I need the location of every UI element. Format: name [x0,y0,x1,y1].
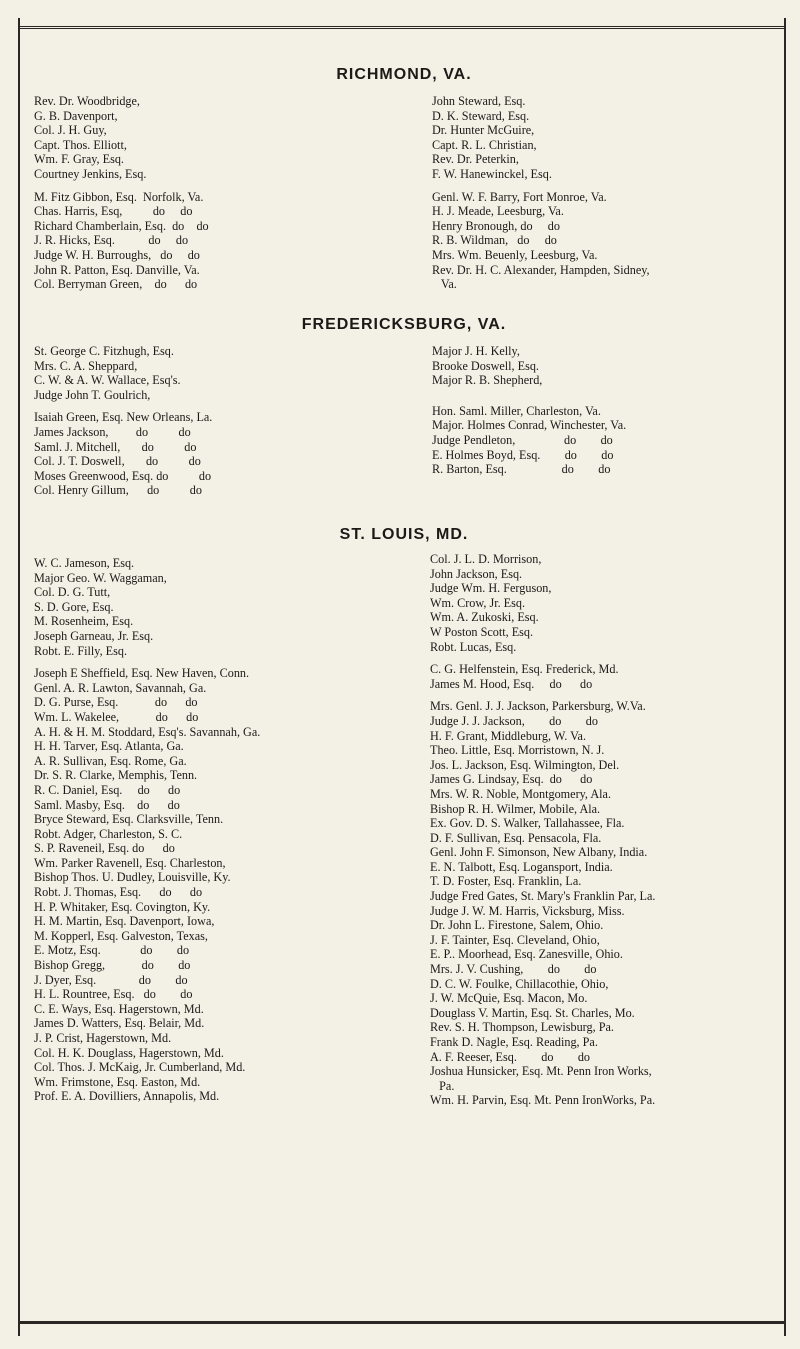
list-item: Genl. John F. Simonson, New Albany, India. [430,845,648,860]
list-item: Joseph E Sheffield, Esq. New Haven, Conn. [34,666,250,681]
list-item: Robt. E. Filly, Esq. [34,643,127,658]
list-item: Dr. John L. Firestone, Salem, Ohio. [430,918,604,933]
list-item: J. Dyer, Esq. do do [34,972,188,987]
list-item: J. W. McQuie, Esq. Macon, Mo. [430,991,588,1006]
list-item [430,654,655,662]
list-item: H. H. Tarver, Esq. Atlanta, Ga. [34,739,184,754]
list-item: James D. Watters, Esq. Belair, Md. [34,1016,205,1031]
list-item [432,396,626,404]
list-item: Rev. S. H. Thompson, Lewisburg, Pa. [430,1020,614,1035]
list-item: G. B. Davenport, [34,108,118,123]
list-item: E. Motz, Esq. do do [34,943,190,958]
list-item: Judge Pendleton, do do [432,432,613,447]
list-item: D. K. Steward, Esq. [432,108,530,123]
list-item: A. F. Reeser, Esq. do do [430,1049,591,1064]
list-item: Rev. Dr. Peterkin, [432,152,519,167]
list-item: John R. Patton, Esq. Danville, Va. [34,262,200,277]
list-item: Major J. H. Kelly, [432,344,520,358]
list-item: D. C. W. Foulke, Chillacothie, Ohio, [430,976,609,991]
list-item: Col. J. L. D. Morrison, [430,552,542,566]
list-item: Mrs. W. R. Noble, Montgomery, Ala. [430,786,612,801]
heading-richmond: RICHMOND, VA. [336,66,472,83]
list-item: Dr. S. R. Clarke, Memphis, Tenn. [34,768,198,783]
list-item: Mrs. Wm. Beuenly, Leesburg, Va. [432,247,598,262]
list-item: Bishop Gregg, do do [34,958,191,973]
list-item: E. N. Talbott, Esq. Logansport, India. [430,859,613,874]
list-item: James G. Lindsay, Esq. do do [430,772,593,787]
list-item: E. P.. Moorhead, Esq. Zanesville, Ohio. [430,947,623,962]
list-item: Bishop Thos. U. Dudley, Louisville, Ky. [34,870,231,885]
list-item: J. R. Hicks, Esq. do do [34,233,189,248]
list-item: Genl. A. R. Lawton, Savannah, Ga. [34,680,207,695]
list-item: Dr. Hunter McGuire, [432,123,535,138]
list-item: R. B. Wildman, do do [432,233,557,248]
list-item: C. G. Helfenstein, Esq. Frederick, Md. [430,662,619,677]
list-item [432,388,626,396]
list-item [34,402,212,410]
list-item: Wm. F. Gray, Esq. [34,152,124,167]
list-item: Genl. W. F. Barry, Fort Monroe, Va. [432,189,607,204]
list-item: Col. J. T. Doswell, do do [34,454,201,469]
list-item: Judge Wm. H. Ferguson, [430,581,552,596]
list-item: H. L. Rountree, Esq. do do [34,987,193,1002]
list-item: D. F. Sullivan, Esq. Pensacola, Fla. [430,830,602,845]
list-item: Henry Bronough, do do [432,218,560,233]
st-louis-right-column [430,552,655,1108]
list-item: Col. D. G. Tutt, [34,585,111,600]
list-item: Col. J. H. Guy, [34,123,107,138]
list-item: W. C. Jameson, Esq. [34,556,135,570]
list-item: Col. H. K. Douglass, Hagerstown, Md. [34,1045,224,1060]
list-item: R. C. Daniel, Esq. do do [34,782,181,797]
list-item: Col. Berryman Green, do do [34,277,198,292]
list-item: James Jackson, do do [34,424,191,439]
st-louis-left-column [34,556,260,1104]
list-item: D. G. Purse, Esq. do do [34,695,198,710]
list-item: Judge Fred Gates, St. Mary's Franklin Par, La. [430,889,656,904]
list-item: A. R. Sullivan, Esq. Rome, Ga. [34,753,187,768]
list-item: R. Barton, Esq. do do [432,462,611,477]
list-item: Mrs. J. V. Cushing, do do [430,962,597,977]
list-item: Major. Holmes Conrad, Winchester, Va. [432,418,627,433]
richmond-right-column [432,94,650,292]
list-item: Bryce Steward, Esq. Clarksville, Tenn. [34,812,224,827]
list-item: John Jackson, Esq. [430,566,523,581]
list-item [432,182,650,190]
fredericksburg-left-column [34,344,212,498]
list-item: Brooke Doswell, Esq. [432,358,539,373]
list-item: James M. Hood, Esq. do do [430,676,593,691]
list-item: Hon. Saml. Miller, Charleston, Va. [432,403,601,418]
list-item: Prof. E. A. Dovilliers, Annapolis, Md. [34,1089,220,1104]
list-item: St. George C. Fitzhugh, Esq. [34,344,174,358]
list-item: Douglass V. Martin, Esq. St. Charles, Mo. [430,1005,635,1020]
list-item: J. F. Tainter, Esq. Cleveland, Ohio, [430,932,600,947]
heading-st-louis: ST. LOUIS, MD. [339,526,469,543]
list-item: Va. [432,277,457,292]
list-item: Judge J. W. M. Harris, Vicksburg, Miss. [430,903,625,918]
list-item: Joshua Hunsicker, Esq. Mt. Penn Iron Works, [430,1064,652,1079]
list-item [430,691,655,699]
list-item: H. M. Martin, Esq. Davenport, Iowa, [34,914,215,929]
list-item: M. Fitz Gibbon, Esq. Norfolk, Va. [34,189,204,204]
list-item: H. P. Whitaker, Esq. Covington, Ky. [34,899,211,914]
list-item: Judge J. J. Jackson, do do [430,713,598,728]
list-item: Mrs. C. A. Sheppard, [34,358,138,373]
list-item: F. W. Hanewinckel, Esq. [432,166,552,181]
list-item: Frank D. Nagle, Esq. Reading, Pa. [430,1035,598,1049]
list-item: Capt. R. L. Christian, [432,137,537,152]
list-item: Mrs. Genl. J. J. Jackson, Parkersburg, W.Va. [430,699,646,714]
bottom-rule [18,1321,786,1324]
list-item [34,182,209,190]
list-item: S. D. Gore, Esq. [34,599,114,614]
list-item [34,658,260,666]
list-item: Capt. Thos. Elliott, [34,137,127,152]
list-item: Wm. H. Parvin, Esq. Mt. Penn IronWorks, Pa. [430,1093,656,1108]
list-item: Moses Greenwood, Esq. do do [34,468,212,483]
list-item: Theo. Little, Esq. Morristown, N. J. [430,743,605,758]
list-item: Robt. Adger, Charleston, S. C. [34,826,183,841]
list-item: Rev. Dr. Woodbridge, [34,94,140,108]
list-item: H. J. Meade, Leesburg, Va. [432,204,564,219]
list-item: C. E. Ways, Esq. Hagerstown, Md. [34,1001,204,1016]
list-item: Col. Thos. J. McKaig, Jr. Cumberland, Md. [34,1060,246,1075]
list-item: A. H. & H. M. Stoddard, Esq's. Savannah, Ga. [34,724,261,739]
list-item: Major Geo. W. Waggaman, [34,570,167,585]
list-item: Saml. Masby, Esq. do do [34,797,180,812]
richmond-left-column [34,94,209,292]
fredericksburg-right-column [432,344,626,477]
list-item: Pa. [430,1078,455,1093]
list-item: Robt. Lucas, Esq. [430,639,517,654]
list-item: H. F. Grant, Middleburg, W. Va. [430,728,586,743]
heading-fredericksburg: FREDERICKSBURG, VA. [301,316,507,333]
list-item: T. D. Foster, Esq. Franklin, La. [430,874,582,889]
list-item: Wm. Frimstone, Esq. Easton, Md. [34,1074,201,1089]
list-item: M. Rosenheim, Esq. [34,614,134,629]
list-item: Col. Henry Gillum, do do [34,483,202,498]
list-item: Ex. Gov. D. S. Walker, Tallahassee, Fla. [430,816,625,831]
list-item: S. P. Raveneil, Esq. do do [34,841,175,856]
list-item: Wm. Parker Ravenell, Esq. Charleston, [34,855,226,870]
list-item: Rev. Dr. H. C. Alexander, Hampden, Sidney, [432,262,650,277]
list-item: Wm. A. Zukoski, Esq. [430,610,539,625]
list-item: M. Kopperl, Esq. Galveston, Texas, [34,928,208,943]
list-item: Isaiah Green, Esq. New Orleans, La. [34,410,213,425]
list-item: Judge W. H. Burroughs, do do [34,247,200,262]
list-item: Robt. J. Thomas, Esq. do do [34,885,203,900]
list-item: J. P. Crist, Hagerstown, Md. [34,1031,172,1045]
list-item: Courtney Jenkins, Esq. [34,166,147,181]
page-frame [18,18,786,1336]
list-item: Jos. L. Jackson, Esq. Wilmington, Del. [430,757,620,772]
list-item: Wm. L. Wakelee, do do [34,709,199,724]
list-item: W Poston Scott, Esq. [430,624,534,639]
list-item: Saml. J. Mitchell, do do [34,439,197,454]
list-item: Richard Chamberlain, Esq. do do [34,218,209,233]
list-item: Chas. Harris, Esq, do do [34,204,193,219]
list-item: Bishop R. H. Wilmer, Mobile, Ala. [430,801,601,816]
list-item: Judge John T. Goulrich, [34,387,151,402]
list-item: Joseph Garneau, Jr. Esq. [34,628,154,643]
list-item: C. W. & A. W. Wallace, Esq's. [34,373,181,388]
list-item: Major R. B. Shepherd, [432,373,543,388]
list-item: E. Holmes Boyd, Esq. do do [432,447,614,462]
list-item: Wm. Crow, Jr. Esq. [430,595,526,610]
list-item: John Steward, Esq. [432,94,526,108]
